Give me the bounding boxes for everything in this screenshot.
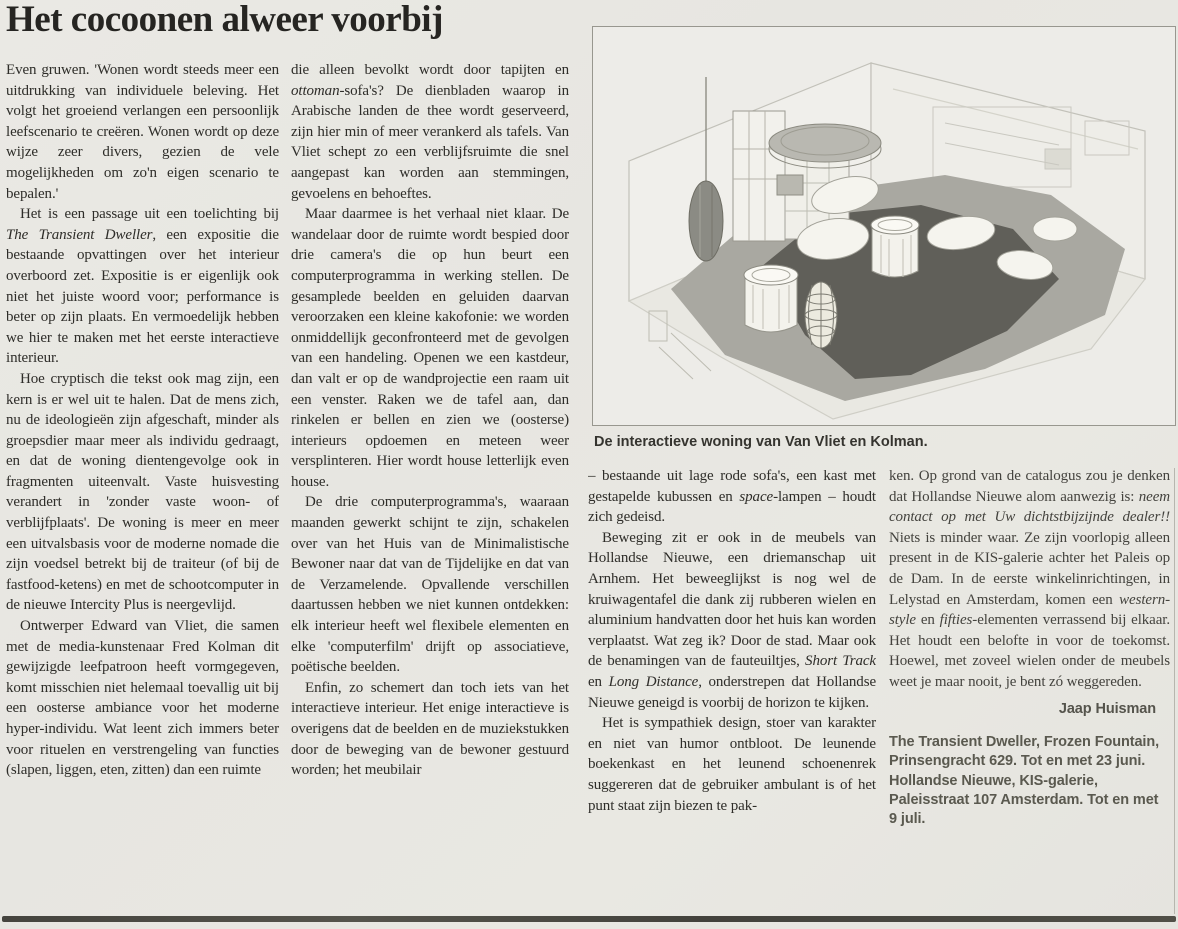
author-byline: Jaap Huisman	[1058, 700, 1156, 717]
article-figure	[592, 26, 1176, 426]
paragraph: De drie computerprogramma's, waaraan maanden gewerkt schijnt te zijn, schakelen over van het Huis van de Minimalistische Bewoner naar dat van de Tijdelijke en dat van de Verzamelende. Opvallende verschillen daartussen hebben we niet kunnen ontdekken: elk interieur heeft wel flexibele elementen en elke 'computerfilm' drijft op associatieve, poëtische beelden.	[291, 494, 569, 676]
paragraph: Maar daarmee is het verhaal niet klaar. De wandelaar door de ruimte wordt bespied door drie camera's die op hun beurt een computerprogramma in werking stellen. De gesamplede beelden en geluiden daarvan veroorzaken een kleine kakofonie: we worden onmiddellijk geconfronteerd met de gevolgen van een handeling. Openen we een kastdeur, dan valt er op de wandprojectie een raam uit een venster. Raken we de tafel aan, dan rinkelen er bellen en zien we (oosterse) interieurs opdoemen en meteen weer versplinteren. Hier wordt house letterlijk even house.	[291, 206, 569, 490]
text-column-4	[889, 466, 1170, 918]
interior-sketch-illustration	[593, 27, 1175, 425]
text-column-1	[6, 60, 279, 920]
egg-lantern	[805, 282, 837, 348]
paragraph: Het is sympathiek design, stoer van karakter en niet van humor ontbloot. De leunende boekenkast en het leunend schoenenrek suggereren dat de gebruiker ambulant is of het punt staat zijn biezen te pak-	[588, 715, 876, 814]
bottom-rule	[2, 916, 1176, 922]
figure-caption: De interactieve woning van Van Vliet en Kolman.	[594, 434, 928, 450]
text-column-3	[588, 466, 876, 918]
paragraph: – bestaande uit lage rode sofa's, een kast met gestapelde kubussen en space-lampen – houdt zich gedeisd.	[588, 468, 876, 526]
exhibition-info-item: Hollandse Nieuwe, KIS-galerie, Paleisstraat 107 Amsterdam. Tot en met 9 juli.	[889, 773, 1159, 828]
paragraph: Het is een passage uit een toelichting bij The Transient Dweller, een expositie die bestaande opvattingen over het interieur overboord zet. Expositie is er eigenlijk ook niet het juiste woord voor; performance is beter op zijn plaats. En vermoedelijk hebben we hier te maken met het eerste interactieve interieur.	[6, 206, 279, 367]
drum-stool	[871, 216, 919, 277]
exhibition-info-item: The Transient Dweller, Frozen Fountain, Prinsengracht 629. Tot en met 23 juni.	[889, 734, 1160, 770]
paragraph: Beweging zit er ook in de meubels van Hollandse Nieuwe, een driemanschap uit Arnhem. Het beweeglijkst is nog wel de kruiwagentafel die dank zij rubberen wielen en aluminium handvatten door het huis kan worden verplaatst. Wat zeg ik? Door de stad. Maar ook de benamingen van de fauteuiltjes, Short Track en Long Distance, onderstrepen dat Hollandse Nieuwe geneigd is voorbij de horizon te kijken.	[588, 529, 876, 711]
headline: Het cocoonen alweer voorbij	[6, 0, 443, 40]
paragraph: ken. Op grond van de catalogus zou je denken dat Hollandse Nieuwe alom aanwezig is: neem contact op met Uw dichtstbijzijnde dealer!! Niets is minder waar. Ze zijn voorlopig alleen present in de KIS-galerie achter het Paleis op de Dam. In de eerste winkelinrichtingen, in Lelystad en Amsterdam, komen een western-style en fifties-elementen verrassend bij elkaar. Het houdt een belofte in voor de toekomst. Hoewel, met zoveel wielen onder de meubels weet je maar nooit, je bent zó weggereden.	[889, 468, 1170, 690]
paragraph: Hoe cryptisch die tekst ook mag zijn, een kern is er wel uit te halen. Dat de mens zich, nu de ideologieën zijn afgeschaft, minder als groepsdier maar meer als individu gedraagt, en dat de woning dientengevolge ook in fragmenten uiteenvalt. Vaste huisvesting verandert in 'zonder vaste woon- of verblijfplaats'. De woning is meer en meer een uitvalsbasis voor de moderne nomade die zijn voedsel betrekt bij de traiteur (of bij de fastfood-ketens) en met de schootcomputer in de nieuwe Intercity Plus is neergevlijd.	[6, 370, 279, 614]
paragraph: Ontwerper Edward van Vliet, die samen met de media-kunstenaar Fred Kolman dit gewijzigde leefpatroon heeft vormgegeven, komt misschien niet helemaal toevallig uit bij een oosterse ambiance voor het moderne hyper-individu. Wat leent zich immers beter voor rituelen en verstrengeling van functies (slapen, liggen, eten, zitten) dan een ruimte	[6, 618, 279, 779]
paragraph: Even gruwen. 'Wonen wordt steeds meer een uitdrukking van individuele beleving. Het volgt het groeiend verlangen een persoonlijk leefscenario te creëren. Wonen wordt op deze wijze zeer divers, gezien de vele mogelijkheden om zo'n eigen scenario te bepalen.'	[6, 62, 279, 202]
column-separator-line	[1174, 468, 1175, 914]
paragraph: Enfin, zo schemert dan toch iets van het interactieve interieur. Het enige interactieve is overigens dat de beelden en de muziekstukken door de beweging van de bewoner gestuurd worden; het meubilair	[291, 679, 569, 779]
exhibition-info-block	[889, 733, 1170, 829]
drum-stool	[744, 265, 798, 332]
text-column-2	[291, 60, 569, 920]
paragraph: die alleen bevolkt wordt door tapijten en ottoman-sofa's? De dienbladen waarop in Arabische landen de thee wordt geserveerd, zijn hier min of meer verankerd als tafels. Van Vliet schept zo een verblijfsruimte die snel aangepast kan worden aan stemmingen, gevoelens en behoeftes.	[291, 62, 569, 202]
